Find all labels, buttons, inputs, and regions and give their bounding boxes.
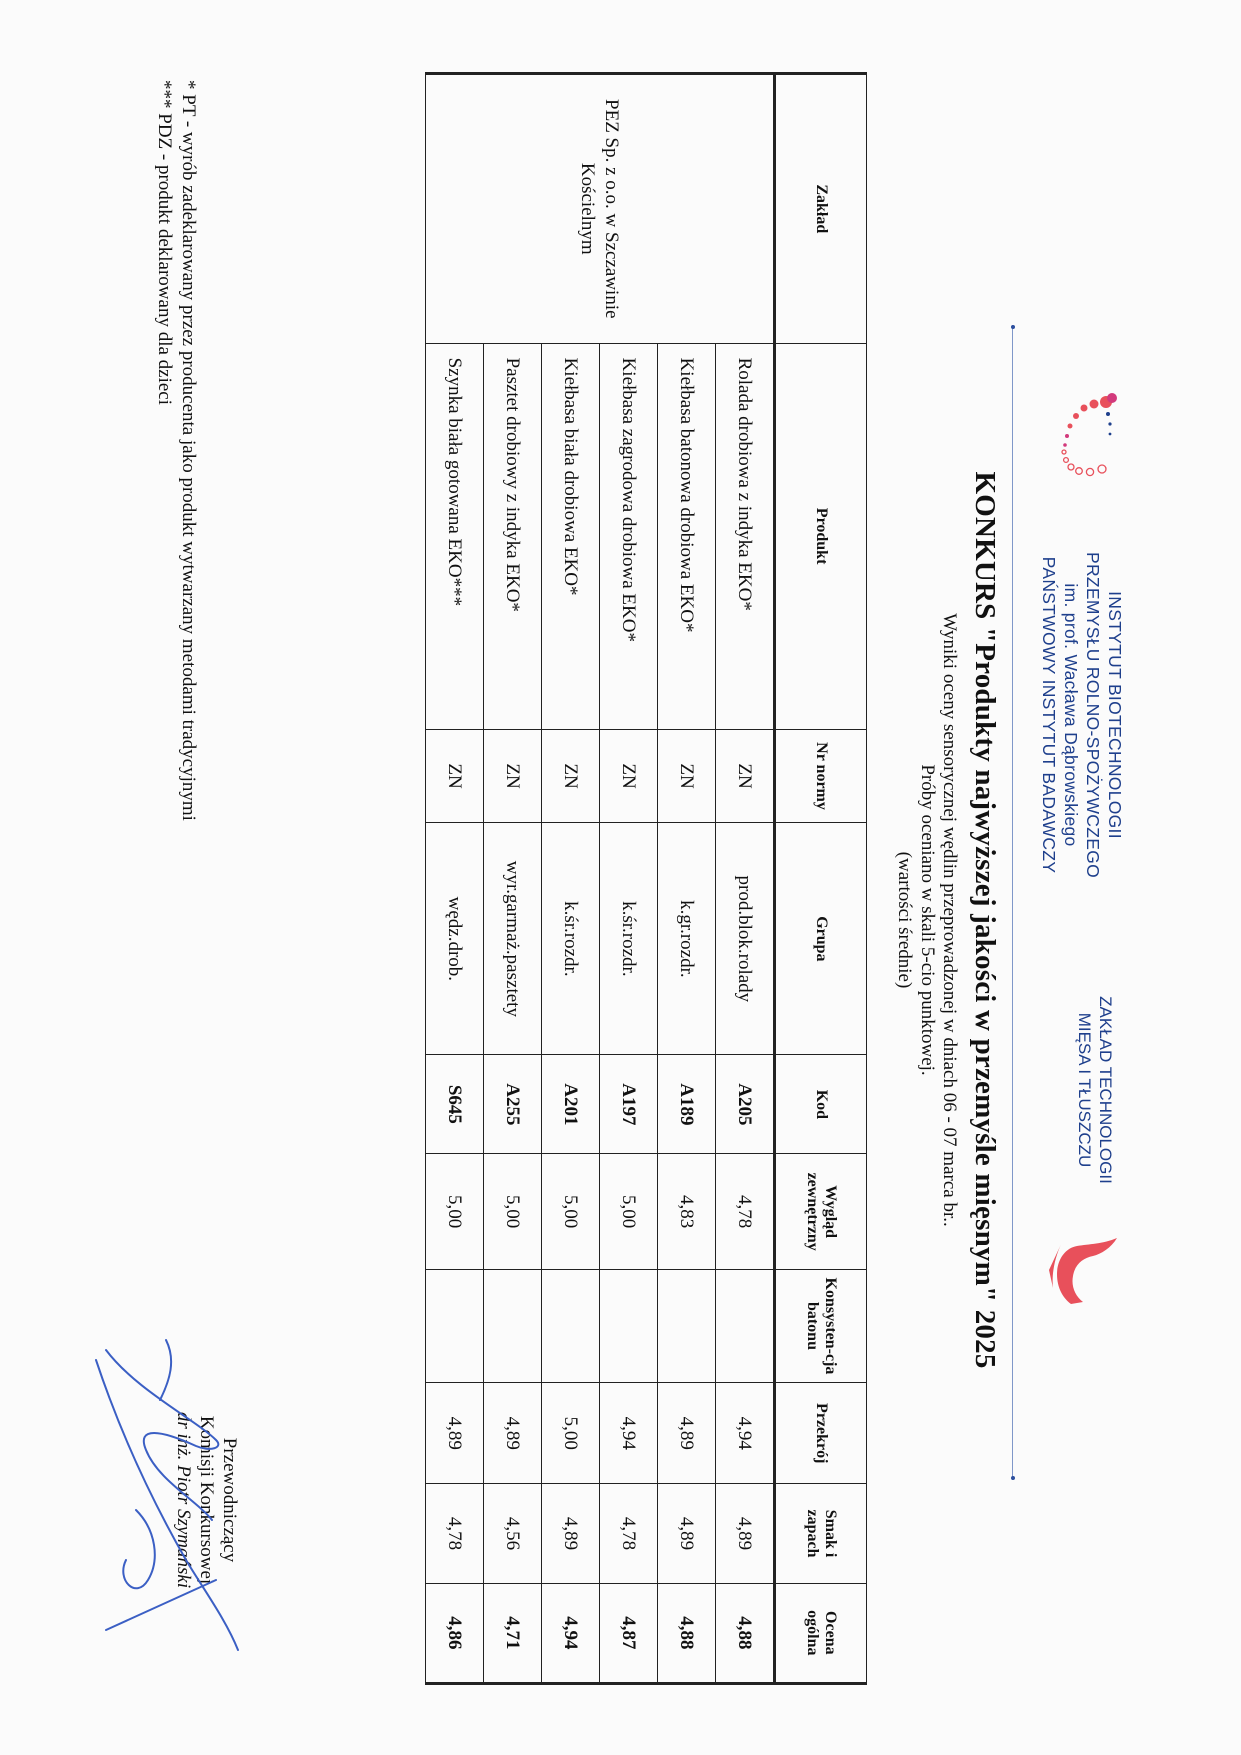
norm-cell: ZN — [658, 729, 716, 823]
overall-cell: 4,88 — [716, 1583, 775, 1683]
taste-smell-cell: 4,78 — [426, 1484, 484, 1583]
pig-silhouette-icon — [1045, 1230, 1123, 1310]
signature-role: Przewodniczący — [219, 1437, 240, 1563]
department-line: ZAKŁAD TECHNOLOGII — [1096, 996, 1115, 1184]
column-header: Produkt — [775, 343, 867, 729]
signature-name: dr inż. Piotr Szymański — [173, 1411, 194, 1589]
overall-cell: 4,88 — [658, 1583, 716, 1683]
product-cell: Kiełbasa batonowa drobiowa EKO* — [658, 343, 716, 729]
norm-cell: ZN — [484, 729, 542, 823]
column-header: Nr normy — [775, 729, 867, 823]
product-cell: Kiełbasa zagrodowa drobiowa EKO* — [600, 343, 658, 729]
consistency-cell — [658, 1269, 716, 1382]
cross-section-cell: 4,89 — [426, 1383, 484, 1484]
institute-line: PRZEMYSŁU ROLNO-SPOŻYWCZEGO — [1083, 551, 1103, 879]
department-line: MIĘSA I TŁUSZCZU — [1075, 1012, 1094, 1168]
column-header: Ocena ogólna — [775, 1583, 867, 1683]
table-header-row — [775, 74, 867, 1684]
norm-cell: ZN — [542, 729, 600, 823]
column-header: Grupa — [775, 823, 867, 1055]
group-cell: prod.blok.rolady — [716, 823, 775, 1055]
code-cell: A201 — [542, 1055, 600, 1154]
group-cell: k.gr.rozdr. — [658, 823, 716, 1055]
taste-smell-cell: 4,56 — [484, 1484, 542, 1583]
taste-smell-cell: 4,78 — [600, 1484, 658, 1583]
group-cell: k.śr.rozdr. — [542, 823, 600, 1055]
appearance-cell: 5,00 — [484, 1154, 542, 1269]
group-cell: wyr.garmaż.pasztety — [484, 823, 542, 1055]
department-name — [1074, 960, 1116, 1220]
group-cell: k.śr.rozdr. — [600, 823, 658, 1055]
institute-line: PAŃSTWOWY INSTYTUT BADAWCZY — [1039, 556, 1059, 874]
norm-cell: ZN — [716, 729, 775, 823]
cross-section-cell: 5,00 — [542, 1383, 600, 1484]
cross-section-cell: 4,89 — [484, 1383, 542, 1484]
consistency-cell — [484, 1269, 542, 1382]
signature-role: Komisji Konkursowej — [196, 1415, 217, 1585]
product-cell: Pasztet drobiowy z indyka EKO* — [484, 343, 542, 729]
taste-smell-cell: 4,89 — [658, 1484, 716, 1583]
institute-line: INSTYTUT BIOTECHNOLOGII — [1105, 591, 1125, 839]
column-header: Wygląd zewnętrzny — [775, 1154, 867, 1269]
handwritten-signature — [76, 1330, 256, 1690]
column-header: Zakład — [775, 74, 867, 344]
code-cell: A255 — [484, 1055, 542, 1154]
overall-cell: 4,94 — [542, 1583, 600, 1683]
cross-section-cell: 4,94 — [716, 1383, 775, 1484]
taste-smell-cell: 4,89 — [716, 1484, 775, 1583]
code-cell: S645 — [426, 1055, 484, 1154]
column-header: Kod — [775, 1055, 867, 1154]
table-row — [716, 74, 775, 1684]
overall-cell: 4,71 — [484, 1583, 542, 1683]
cross-section-cell: 4,94 — [600, 1383, 658, 1484]
company-cell: PEZ Sp. z o.o. w Szczawinie Kościelnym — [426, 74, 775, 344]
subtitle-line: (wartości średnie) — [894, 851, 915, 989]
footnote: *** PDZ - produkt deklarowany dla dzieci — [154, 80, 175, 406]
header-divider — [1012, 325, 1013, 1480]
institute-name — [1038, 475, 1126, 955]
appearance-cell: 5,00 — [542, 1154, 600, 1269]
subtitle-line: Próby oceniano w skali 5-cio punktowej. — [917, 764, 938, 1076]
norm-cell: ZN — [426, 729, 484, 823]
results-table — [425, 72, 867, 1685]
product-cell: Rolada drobiowa z indyka EKO* — [716, 343, 775, 729]
column-header: Przekrój — [775, 1383, 867, 1484]
consistency-cell — [600, 1269, 658, 1382]
code-cell: A197 — [600, 1055, 658, 1154]
product-cell: Szynka biała gotowana EKO*** — [426, 343, 484, 729]
dots-logo-icon — [1046, 390, 1126, 480]
consistency-cell — [716, 1269, 775, 1382]
cross-section-cell: 4,89 — [658, 1383, 716, 1484]
column-header: Smak i zapach — [775, 1484, 867, 1583]
overall-cell: 4,87 — [600, 1583, 658, 1683]
appearance-cell: 4,78 — [716, 1154, 775, 1269]
footnote: * PT - wyrób zadeklarowany przez producenta jako produkt wytwarzany metodami tradycyjnymi — [178, 80, 199, 821]
page-title: KONKURS "Produkty najwyższej jakości w przemyśle mięsnym" 2025 — [969, 471, 1001, 1369]
product-cell: Kiełbasa biała drobiowa EKO* — [542, 343, 600, 729]
appearance-cell: 4,83 — [658, 1154, 716, 1269]
taste-smell-cell: 4,89 — [542, 1484, 600, 1583]
norm-cell: ZN — [600, 729, 658, 823]
appearance-cell: 5,00 — [426, 1154, 484, 1269]
code-cell: A189 — [658, 1055, 716, 1154]
column-header: Konsysten-cja batonu — [775, 1269, 867, 1382]
group-cell: wędz.drob. — [426, 823, 484, 1055]
overall-cell: 4,86 — [426, 1583, 484, 1683]
appearance-cell: 5,00 — [600, 1154, 658, 1269]
subtitle-line: Wyniki oceny sensorycznej wędlin przeprowadzonej w dniach 06 - 07 marca br.. — [939, 613, 960, 1227]
consistency-cell — [426, 1269, 484, 1382]
consistency-cell — [542, 1269, 600, 1382]
institute-line: im. prof. Wacława Dąbrowskiego — [1061, 583, 1081, 847]
code-cell: A205 — [716, 1055, 775, 1154]
